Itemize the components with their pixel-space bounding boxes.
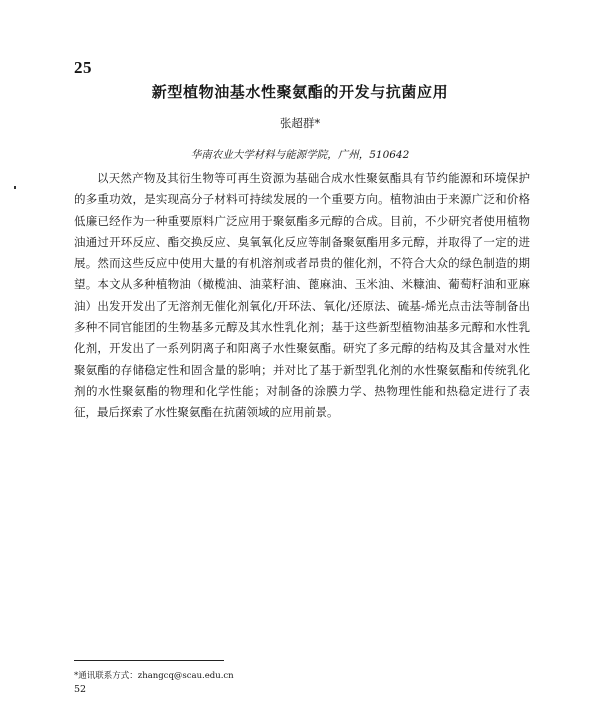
paper-number: 25 bbox=[74, 58, 92, 77]
paper-affiliation: 华南农业大学材料与能源学院，广州，510642 bbox=[190, 149, 410, 161]
footnote-contact: *通讯联系方式：zhangcq@scau.edu.cn bbox=[74, 671, 234, 681]
abstract-paragraph: 以天然产物及其衍生物等可再生资源为基础合成水性聚氨酯具有节约能源和环境保护的多重功效，是实现高分子材料可持续发展的一个重要方向。植物油由于来源广泛和价格低廉已经作为一种重要原料广泛应用于聚氨酯多元醇的合成。目前，不少研究者使用植物油通过开环反应、酯交换反应、臭氧氧化反应等制备聚氨酯用多元醇，并取得了一定的进展。然而这些反应中使用大量的有机溶剂或者昂贵的催化剂，不符合大众的绿色制造的期望。本文从多种植物油（橄榄油、油菜籽油、蓖麻油、玉米油、米糠油、葡萄籽油和亚麻油）出发开发出了无溶剂无催化剂氧化/开环法、氧化/还原法、硫基-烯光点击法等制备出多种不同官能团的生物基多元醇及其水性乳化剂；基于这些新型植物油基多元醇和水性乳化剂，开发出了一系列阴离子和阳离子水性聚氨酯。研究了多元醇的结构及其含量对水性聚氨酯的存储稳定性和固含量的影响；并对比了基于新型乳化剂的水性聚氨酯和传统乳化剂的水性聚氨酯的物理和化学性能；对制备的涂膜力学、热物理性能和热稳定进行了表征，最后探索了水性聚氨酯在抗菌领域的应用前景。 bbox=[74, 171, 530, 420]
footnote-rule bbox=[74, 660, 224, 661]
paper-title: 新型植物油基水性聚氨酯的开发与抗菌应用 bbox=[151, 83, 449, 101]
paper-author: 张超群* bbox=[279, 116, 321, 130]
scan-margin-mark bbox=[14, 186, 16, 189]
page-number: 52 bbox=[74, 684, 87, 695]
